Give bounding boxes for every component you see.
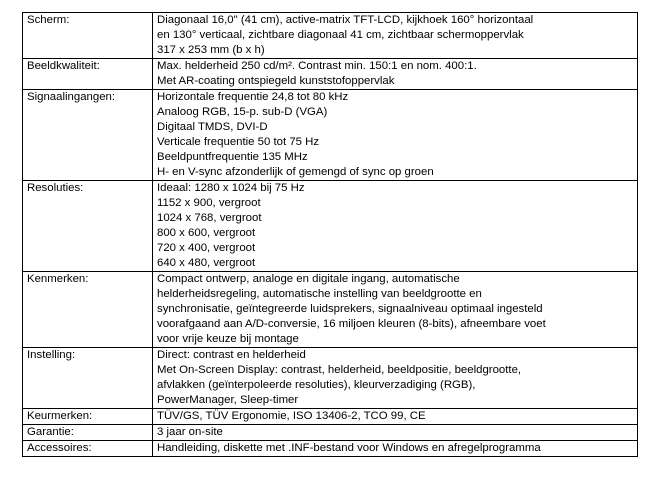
spec-row <box>23 13 638 59</box>
spec-value-line: voor vrije keuze bij montage <box>157 333 299 345</box>
spec-value-line: Handleiding, diskette met .INF-bestand voor Windows en afregelprogramma <box>157 442 541 454</box>
spec-label: Beeldkwaliteit: <box>23 59 153 90</box>
spec-value-line: synchronisatie, geïntegreerde luidsprekers, signaalniveau optimaal ingesteld <box>157 303 543 315</box>
spec-value <box>153 90 638 181</box>
spec-value-line: 800 x 600, vergroot <box>157 227 256 239</box>
spec-value <box>153 59 638 90</box>
spec-value-line: Met On-Screen Display: contrast, helderheid, beeldpositie, beeldgrootte, <box>157 364 522 376</box>
spec-value-line: Met AR-coating ontspiegeld kunststofoppervlak <box>157 75 395 87</box>
spec-row <box>23 441 638 457</box>
spec-value-line: 1024 x 768, vergroot <box>157 212 262 224</box>
spec-value-line: Compact ontwerp, analoge en digitale ingang, automatische <box>157 273 460 285</box>
spec-row <box>23 59 638 90</box>
spec-value-line: Direct: contrast en helderheid <box>157 349 306 361</box>
spec-value-line: H- en V-sync afzonderlijk of gemengd of sync op groen <box>157 166 434 178</box>
spec-value-line: Diagonaal 16,0" (41 cm), active-matrix TFT-LCD, kijkhoek 160° horizontaal <box>157 14 534 26</box>
spec-value-line: Max. helderheid 250 cd/m². Contrast min. 150:1 en nom. 400:1. <box>157 60 477 72</box>
spec-value-line: 720 x 400, vergroot <box>157 242 256 254</box>
spec-label: Garantie: <box>23 425 153 441</box>
spec-value-line: en 130° verticaal, zichtbare diagonaal 41 cm, zichtbaar schermoppervlak <box>157 29 524 41</box>
spec-label: Keurmerken: <box>23 409 153 425</box>
spec-label: Signaalingangen: <box>23 90 153 181</box>
spec-value-line: Beeldpuntfrequentie 135 MHz <box>157 151 308 163</box>
spec-value <box>153 409 638 425</box>
spec-label: Accessoires: <box>23 441 153 457</box>
spec-value <box>153 272 638 348</box>
spec-row <box>23 348 638 409</box>
spec-row <box>23 272 638 348</box>
spec-value-line: Verticale frequentie 50 tot 75 Hz <box>157 136 320 148</box>
spec-value <box>153 348 638 409</box>
spec-value-line: afvlakken (geïnterpoleerde resoluties), kleurverzadiging (RGB), <box>157 379 476 391</box>
spec-value-line: Analoog RGB, 15-p. sub-D (VGA) <box>157 106 328 118</box>
spec-value-line: 317 x 253 mm (b x h) <box>157 44 265 56</box>
spec-row <box>23 425 638 441</box>
spec-row <box>23 181 638 272</box>
spec-value-line: 640 x 480, vergroot <box>157 257 256 269</box>
spec-row <box>23 90 638 181</box>
spec-value <box>153 181 638 272</box>
spec-value <box>153 441 638 457</box>
spec-value-line: TÜV/GS, TÜV Ergonomie, ISO 13406-2, TCO 99, CE <box>157 410 426 422</box>
spec-label: Resoluties: <box>23 181 153 272</box>
spec-value-line: 3 jaar on-site <box>157 426 223 438</box>
spec-value-line: Horizontale frequentie 24,8 tot 80 kHz <box>157 91 349 103</box>
spec-value-line: Ideaal: 1280 x 1024 bij 75 Hz <box>157 182 305 194</box>
spec-label: Scherm: <box>23 13 153 59</box>
spec-value-line: PowerManager, Sleep-timer <box>157 394 299 406</box>
spec-table <box>22 12 638 457</box>
spec-value-line: voorafgaand aan A/D-conversie, 16 miljoen kleuren (8-bits), afneembare voet <box>157 318 546 330</box>
spec-value <box>153 13 638 59</box>
spec-label: Instelling: <box>23 348 153 409</box>
spec-label: Kenmerken: <box>23 272 153 348</box>
spec-value-line: Digitaal TMDS, DVI-D <box>157 121 268 133</box>
spec-table-body <box>23 13 638 457</box>
spec-value-line: 1152 x 900, vergroot <box>157 197 261 209</box>
spec-value <box>153 425 638 441</box>
spec-value-line: helderheidsregeling, automatische instelling van beeldgrootte en <box>157 288 482 300</box>
spec-row <box>23 409 638 425</box>
